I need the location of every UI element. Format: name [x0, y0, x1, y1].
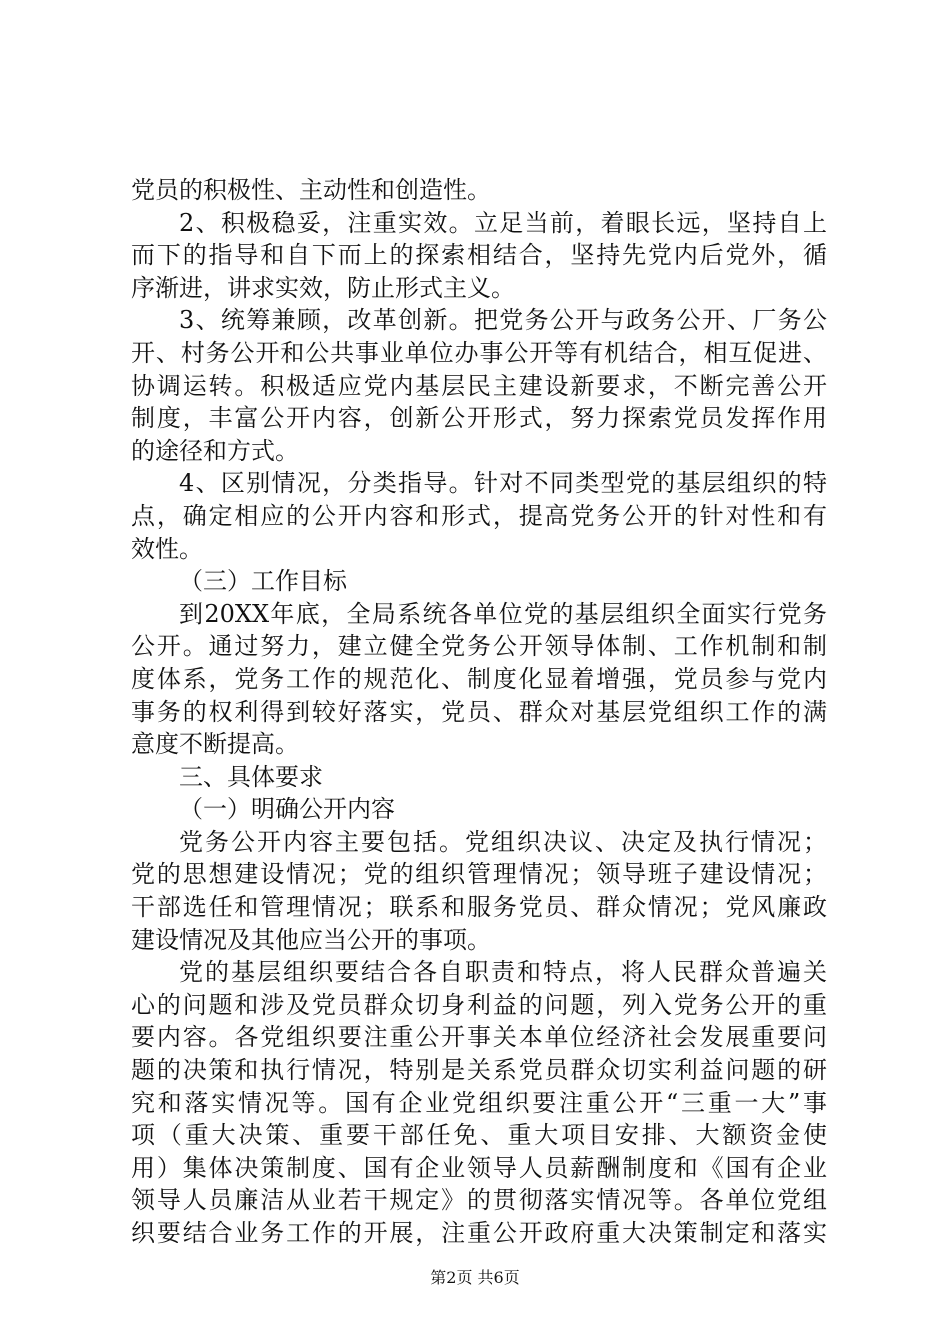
text-line: 3、统筹兼顾，改革创新。把党务公开与政务公开、厂务公	[179, 306, 827, 335]
text-line: 效性。	[131, 534, 203, 563]
text-line: 党务公开内容主要包括。党组织决议、决定及执行情况；	[179, 827, 827, 856]
text-line: 党的基层组织要结合各自职责和特点，将人民群众普遍关	[179, 958, 827, 987]
page-footer: 第2页 共6页	[430, 1268, 520, 1287]
text-line: 领导人员廉洁从业若干规定》的贯彻落实情况等。各单位党组	[131, 1186, 827, 1215]
body-text	[131, 174, 827, 1250]
text-line: 党的思想建设情况；党的组织管理情况；领导班子建设情况；	[131, 860, 827, 889]
text-line: 心的问题和涉及党员群众切身利益的问题，列入党务公开的重	[131, 990, 827, 1019]
text-line: 4、区别情况，分类指导。针对不同类型党的基层组织的特	[179, 469, 827, 498]
text-line: 公开。通过努力，建立健全党务公开领导体制、工作机制和制	[131, 632, 827, 661]
text-line: 项（重大决策、重要干部任免、重大项目安排、大额资金使	[131, 1121, 827, 1150]
text-line: 意度不断提高。	[131, 730, 299, 759]
text-line: 用）集体决策制度、国有企业领导人员薪酬制度和《国有企业	[131, 1153, 827, 1182]
text-line: 建设情况及其他应当公开的事项。	[131, 925, 491, 954]
text-line: 序渐进，讲求实效，防止形式主义。	[131, 273, 515, 302]
text-line: 织要结合业务工作的开展，注重公开政府重大决策制定和落实	[131, 1219, 827, 1247]
text-line: 究和落实情况等。国有企业党组织要注重公开“三重一大”事	[131, 1088, 827, 1117]
text-line: 党员的积极性、主动性和创造性。	[131, 176, 491, 204]
text-line: 制度，丰富公开内容，创新公开形式，努力探索党员发挥作用	[131, 404, 827, 433]
text-line: 要内容。各党组织要注重公开事关本单位经济社会发展重要问	[131, 1023, 827, 1052]
text-line: 协调运转。积极适应党内基层民主建设新要求，不断完善公开	[131, 371, 827, 400]
text-line: 题的决策和执行情况，特别是关系党员群众切实利益问题的研	[131, 1056, 827, 1085]
text-line: 而下的指导和自下而上的探索相结合，坚持先党内后党外，循	[131, 241, 827, 270]
text-line: 三、具体要求	[179, 762, 323, 791]
text-line: 干部选任和管理情况；联系和服务党员、群众情况；党风廉政	[131, 893, 827, 922]
text-line: 到20XX年底，全局系统各单位党的基层组织全面实行党务	[179, 599, 827, 628]
text-line: （三）工作目标	[179, 567, 347, 596]
text-line: 度体系，党务工作的规范化、制度化显着增强，党员参与党内	[131, 664, 827, 693]
text-line: 2、积极稳妥，注重实效。立足当前，着眼长远，坚持自上	[179, 208, 827, 237]
text-line: 开、村务公开和公共事业单位办事公开等有机结合，相互促进、	[131, 338, 827, 367]
text-line: 的途径和方式。	[131, 436, 299, 465]
text-line: 点，确定相应的公开内容和形式，提高党务公开的针对性和有	[131, 501, 827, 530]
text-line: 事务的权利得到较好落实，党员、群众对基层党组织工作的满	[131, 697, 827, 726]
text-line: （一）明确公开内容	[179, 795, 395, 824]
